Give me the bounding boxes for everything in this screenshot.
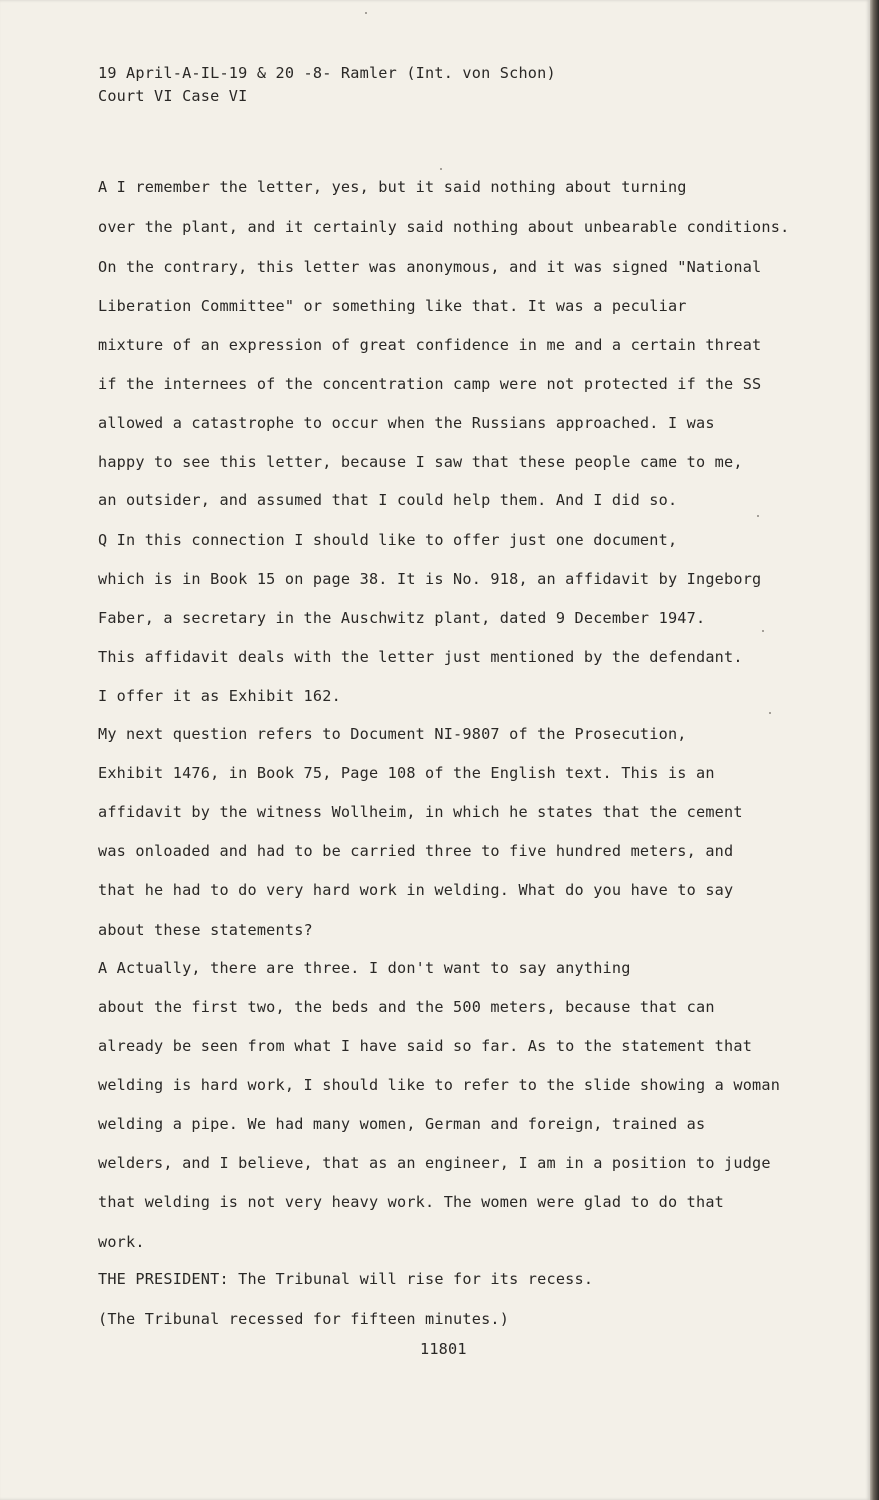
body-line: allowed a catastrophe to occur when the Russians approached. I was xyxy=(98,414,715,432)
body-line: about the first two, the beds and the 500 meters, because that can xyxy=(98,998,715,1016)
body-line: Faber, a secretary in the Auschwitz plant, dated 9 December 1947. xyxy=(98,609,706,627)
body-line: which is in Book 15 on page 38. It is No. 918, an affidavit by Ingeborg xyxy=(98,570,762,588)
body-line: My next question refers to Document NI-9807 of the Prosecution, xyxy=(98,725,687,743)
paper-fleck xyxy=(440,168,442,170)
body-line: if the internees of the concentration camp were not protected if the SS xyxy=(98,375,762,393)
body-line: welding is hard work, I should like to refer to the slide showing a woman xyxy=(98,1076,781,1094)
body-line: about these statements? xyxy=(98,921,313,939)
paper-fleck xyxy=(757,515,759,517)
body-line: On the contrary, this letter was anonymous, and it was signed "National xyxy=(98,258,762,276)
body-line: Liberation Committee" or something like that. It was a peculiar xyxy=(98,297,687,315)
body-line: THE PRESIDENT: The Tribunal will rise for its recess. xyxy=(98,1270,594,1288)
body-line: mixture of an expression of great confidence in me and a certain threat xyxy=(98,336,762,354)
body-line: This affidavit deals with the letter just mentioned by the defendant. xyxy=(98,648,743,666)
page-edge xyxy=(870,0,879,1500)
body-line: welding a pipe. We had many women, German and foreign, trained as xyxy=(98,1115,706,1133)
header-session-line: 19 April-A-IL-19 & 20 -8- Ramler (Int. von Schon) xyxy=(98,64,556,82)
body-line: A I remember the letter, yes, but it said nothing about turning xyxy=(98,178,687,196)
body-line: Exhibit 1476, in Book 75, Page 108 of the English text. This is an xyxy=(98,764,715,782)
body-line: already be seen from what I have said so far. As to the statement that xyxy=(98,1037,753,1055)
body-line: over the plant, and it certainly said nothing about unbearable conditions. xyxy=(98,218,790,236)
body-line: (The Tribunal recessed for fifteen minutes.) xyxy=(98,1310,510,1328)
body-line: happy to see this letter, because I saw that these people came to me, xyxy=(98,453,743,471)
body-line: was onloaded and had to be carried three to five hundred meters, and xyxy=(98,842,734,860)
body-line: I offer it as Exhibit 162. xyxy=(98,687,341,705)
paper-fleck xyxy=(769,712,771,714)
body-line: an outsider, and assumed that I could help them. And I did so. xyxy=(98,491,678,509)
body-line: that welding is not very heavy work. The women were glad to do that xyxy=(98,1193,725,1211)
page-number: 11801 xyxy=(420,1340,467,1358)
header-court-line: Court VI Case VI xyxy=(98,87,248,105)
body-line: that he had to do very hard work in welding. What do you have to say xyxy=(98,881,734,899)
body-line: work. xyxy=(98,1233,145,1251)
body-line: Q In this connection I should like to offer just one document, xyxy=(98,531,678,549)
paper-fleck xyxy=(762,630,764,632)
body-line: welders, and I believe, that as an engineer, I am in a position to judge xyxy=(98,1154,771,1172)
paper-fleck xyxy=(365,12,367,14)
body-line: affidavit by the witness Wollheim, in which he states that the cement xyxy=(98,803,743,821)
body-line: A Actually, there are three. I don't want to say anything xyxy=(98,959,631,977)
